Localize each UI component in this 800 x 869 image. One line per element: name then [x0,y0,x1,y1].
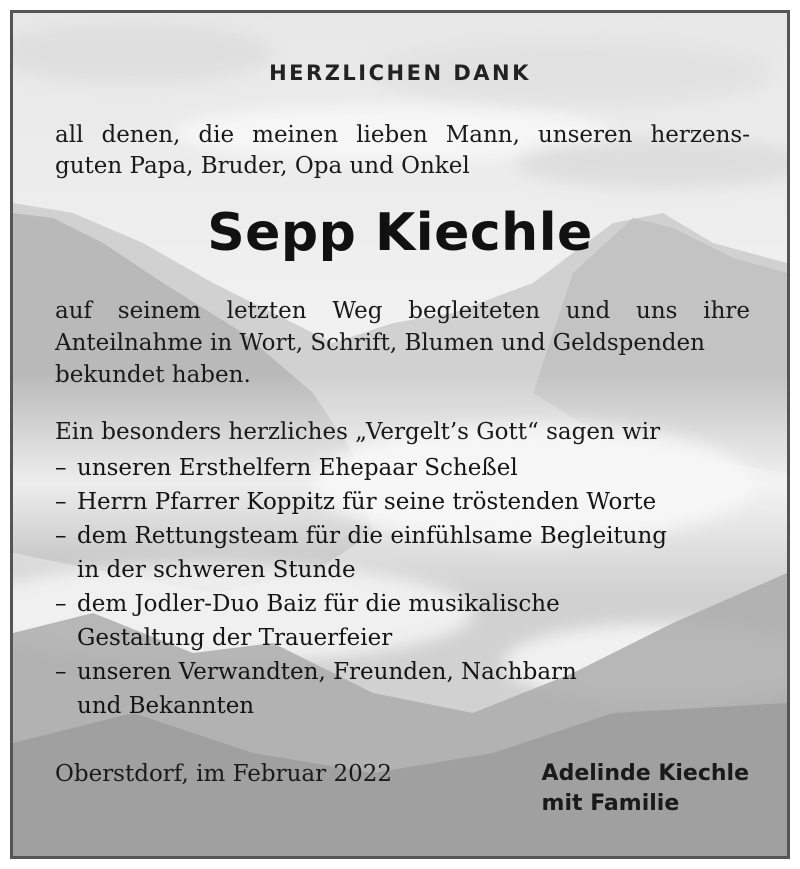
list-item-text: dem Jodler-Duo Baiz für die musikalische [77,591,560,617]
list-item-text-continued: und Bekannten [77,693,255,719]
signature-line: mit Familie [541,791,680,816]
place-date: Oberstdorf, im Februar 2022 [55,761,392,787]
thanks-list [55,451,667,723]
list-item-text-continued: Gestaltung der Trauerfeier [77,625,393,651]
body-line: Anteilnahme in Wort, Schrift, Blumen und Geldspenden [55,330,705,356]
intro-line: guten Papa, Bruder, Opa und Onkel [55,153,470,179]
intro-text [55,120,750,182]
list-item [55,451,667,485]
signature [542,759,749,819]
list-item-text: dem Rettungsteam für die einfühlsame Begleitung [77,523,668,549]
dash-marker: – [55,523,67,549]
list-item [55,485,667,519]
list-item [55,587,667,655]
intro-line: all denen, die meinen lieben Mann, unseren herzens- [55,122,750,148]
dash-marker: – [55,489,67,515]
body-text [55,295,750,391]
obituary-notice [10,10,790,859]
dash-marker: – [55,455,67,481]
notice-heading: HERZLICHEN DANK [269,61,531,85]
list-item [55,655,667,723]
signature-line: Adelinde Kiechle [541,761,749,786]
deceased-name: Sepp Kiechle [207,203,593,263]
body-line: auf seinem letzten Weg begleiteten und uns ihre [55,298,750,324]
list-item [55,519,667,587]
dash-marker: – [55,591,67,617]
list-item-text: Herrn Pfarrer Koppitz für seine tröstenden Worte [77,489,657,515]
dash-marker: – [55,659,67,685]
list-item-text-continued: in der schweren Stunde [77,557,356,583]
body-line: bekundet haben. [55,362,251,388]
list-item-text: unseren Verwandten, Freunden, Nachbarn [77,659,577,685]
list-item-text: unseren Ersthelfern Ehepaar Scheßel [77,455,518,481]
thanks-intro: Ein besonders herzliches „Vergelt’s Gott“ sagen wir [55,419,661,445]
